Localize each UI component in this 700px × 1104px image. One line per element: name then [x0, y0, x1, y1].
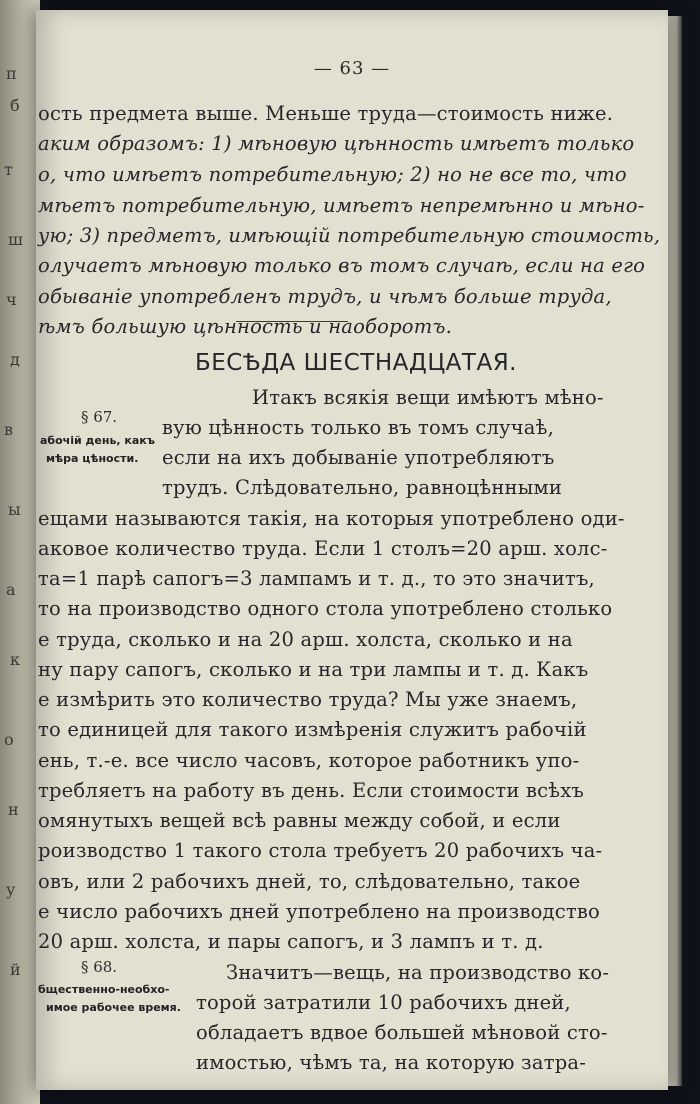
body-line: имостью, чѣмъ та, на которую затра- — [196, 1051, 586, 1074]
prev-page-fragment: у — [6, 880, 16, 899]
body-line: если на ихъ добываніе употребляютъ — [162, 446, 555, 469]
body-line: аковое количество труда. Если 1 столъ=20 арш. холс- — [38, 537, 608, 560]
body-line: ень, т.-е. все число часовъ, которое работникъ упо- — [38, 749, 580, 772]
body-line: обладаетъ вдвое большей мѣновой сто- — [196, 1021, 608, 1044]
intro-line: ѣмъ большую цѣнность и наоборотъ. — [38, 315, 452, 338]
body-line: овъ, или 2 рабочихъ дней, то, слѣдовательно, такое — [38, 870, 581, 893]
body-line: торой затратили 10 рабочихъ дней, — [196, 991, 571, 1014]
margin-note-line: абочій день, какъ — [40, 434, 156, 447]
prev-page-fragment: о — [4, 730, 14, 749]
body-line: 20 арш. холста, и пары сапогъ, и 3 лампъ и т. д. — [38, 930, 544, 953]
intro-line: ость предмета выше. Меньше труда—стоимость ниже. — [38, 102, 614, 125]
body-line: е измѣрить это количество труда? Мы уже знаемъ, — [38, 688, 578, 711]
page-number: — 63 — — [313, 58, 391, 79]
body-line: Значитъ—вещь, на производство ко- — [226, 961, 610, 984]
prev-page-fragment: в — [4, 420, 14, 439]
margin-note-line: мѣра цѣности. — [46, 452, 139, 465]
prev-page-fragment: а — [6, 580, 16, 599]
body-line: то на производство одного стола употреблено столько — [38, 597, 613, 620]
prev-page-fragment: п — [6, 64, 17, 83]
prev-page-fragment: т — [4, 160, 13, 179]
margin-note-line: имое рабочее время. — [46, 1001, 181, 1014]
body-line: требляетъ на работу въ день. Если стоимости всѣхъ — [38, 779, 585, 802]
body-line: роизводство 1 такого стола требуетъ 20 рабочихъ ча- — [38, 839, 603, 862]
body-line: то единицей для такого измѣренія служитъ рабочій — [38, 718, 587, 741]
body-line: трудъ. Слѣдовательно, равноцѣнными — [162, 476, 563, 499]
prev-page-fragment: ш — [8, 230, 23, 249]
prev-page-fragment: н — [8, 800, 19, 819]
intro-line: мѣетъ потребительную, имѣетъ непремѣнно и мѣно- — [38, 194, 645, 217]
body-line: вую цѣнность только въ томъ случаѣ, — [162, 416, 554, 439]
chapter-heading: БЕСѢДА ШЕСТНАДЦАТАЯ. — [194, 350, 517, 376]
body-line: е число рабочихъ дней употреблено на производство — [38, 900, 600, 923]
prev-page-fragment: б — [10, 96, 20, 115]
prev-page-fragment: й — [10, 960, 21, 979]
section-number: § 67. — [80, 408, 118, 426]
intro-line: аким образомъ: 1) мѣновую цѣнность имѣетъ только — [38, 132, 635, 155]
intro-line: обываніе употребленъ трудъ, и чѣмъ больше труда, — [38, 285, 612, 308]
page-edge — [668, 16, 682, 1086]
intro-line: ую; 3) предметъ, имѣющій потребительную стоимость, — [38, 224, 661, 247]
margin-note-line: бщественно-необхо- — [38, 983, 170, 996]
body-line: та=1 парѣ сапогъ=3 лампамъ и т. д., то это значитъ, — [38, 567, 595, 590]
body-line: ещами называются такія, на которыя употреблено оди- — [38, 507, 625, 530]
intro-line: олучаетъ мѣновую только въ томъ случаѣ, если на его — [38, 254, 646, 277]
body-line: омянутыхъ вещей всѣ равны между собой, и если — [38, 809, 561, 832]
section-divider — [236, 321, 348, 322]
prev-page-fragment: к — [10, 650, 20, 669]
body-line: ну пару сапогъ, сколько и на три лампы и т. д. Какъ — [38, 658, 589, 681]
previous-page-edge — [0, 0, 40, 1104]
prev-page-fragment: ч — [6, 290, 17, 309]
body-line: Итакъ всякія вещи имѣютъ мѣно- — [252, 386, 604, 409]
section-number: § 68. — [80, 958, 118, 976]
intro-line: о, что имѣетъ потребительную; 2) но не все то, что — [38, 163, 627, 186]
prev-page-fragment: д — [10, 350, 20, 369]
prev-page-fragment: ы — [8, 500, 21, 519]
body-line: е труда, сколько и на 20 арш. холста, сколько и на — [38, 628, 573, 651]
book-page — [36, 10, 668, 1090]
